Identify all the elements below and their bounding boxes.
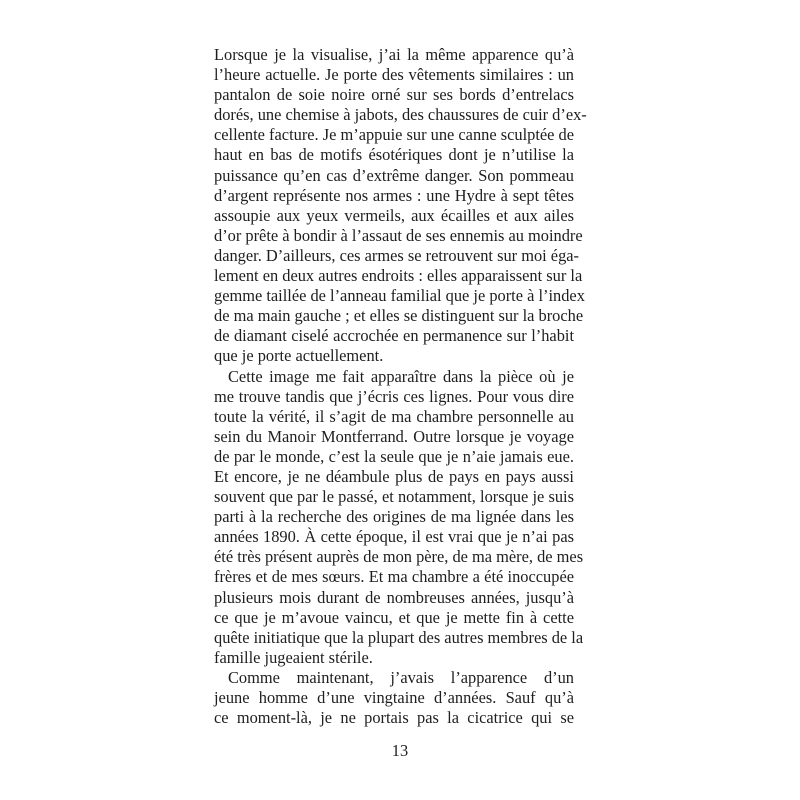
text-line: ce que je m’avoue vaincu, et que je mette fin à cette [214,607,574,627]
paragraph [214,366,584,668]
text-line: été très présent auprès de mon père, de ma mère, de mes [214,547,584,567]
text-line: que je porte actuellement. [214,346,384,366]
text-line: souvent que par le passé, et notamment, lorsque je suis [214,487,574,507]
text-line: d’argent représente nos armes : une Hydre à sept têtes [214,185,574,205]
text-line: lement en deux autres endroits : elles apparaissent sur la [214,266,583,286]
text-line: haut en bas de motifs ésotériques dont je n’utilise la [214,145,574,165]
text-line: Comme maintenant, j’avais l’apparence d’un [228,667,574,687]
text-line: plusieurs mois durant de nombreuses années, jusqu’à [214,587,574,607]
text-line: dorés, une chemise à jabots, des chaussures de cuir d’ex- [214,105,587,125]
paragraph [214,668,574,728]
text-line: famille jugeaient stérile. [214,647,373,667]
text-line: danger. D’ailleurs, ces armes se retrouvent sur moi éga- [214,245,580,265]
text-line: de par le monde, c’est la seule que je n’aie jamais eue. [214,446,574,466]
page-number: 13 [391,741,409,760]
text-line: cellente facture. Je m’appuie sur une canne sculptée de [214,125,574,145]
text-line: gemme taillée de l’anneau familial que je porte à l’index [214,286,585,306]
text-line: parti à la recherche des origines de ma lignée dans les [214,507,574,527]
text-line: Lorsque je la visualise, j’ai la même apparence qu’à [214,45,574,64]
body-text [214,45,587,728]
text-line: puissance qu’en cas d’extrême danger. Son pommeau [214,165,574,185]
text-line: de diamant ciselé accrochée en permanence sur l’habit [214,326,574,346]
text-line: assoupie aux yeux vermeils, aux écailles et aux ailes [214,205,574,225]
text-line: années 1890. À cette époque, il est vrai que je n’ai pas [214,527,574,547]
text-line: ce moment-là, je ne portais pas la cicatrice qui se [214,708,574,728]
text-line: Cette image me fait apparaître dans la pièce où je [228,366,574,386]
paragraph [214,45,587,367]
text-line: Et encore, je ne déambule plus de pays en pays aussi [214,466,574,486]
text-line: me trouve tandis que j’écris ces lignes. Pour vous dire [214,386,574,406]
text-line: de ma main gauche ; et elles se distinguent sur la broche [214,306,584,326]
text-line: sein du Manoir Montferrand. Outre lorsque je voyage [214,426,574,446]
text-line: l’heure actuelle. Je porte des vêtements similaires : un [214,65,574,85]
text-line: toute la vérité, il s’agit de ma chambre personnelle au [214,406,574,426]
text-line: pantalon de soie noire orné sur ses bords d’entrelacs [214,85,574,105]
text-line: frères et de mes sœurs. Et ma chambre a été inoccupée [214,567,574,587]
text-line: jeune homme d’une vingtaine d’années. Sauf qu’à [214,688,574,707]
text-line: d’or prête à bondir à l’assaut de ses ennemis au moindre [214,225,583,245]
text-line: quête initiatique que la plupart des autres membres de la [214,627,584,647]
